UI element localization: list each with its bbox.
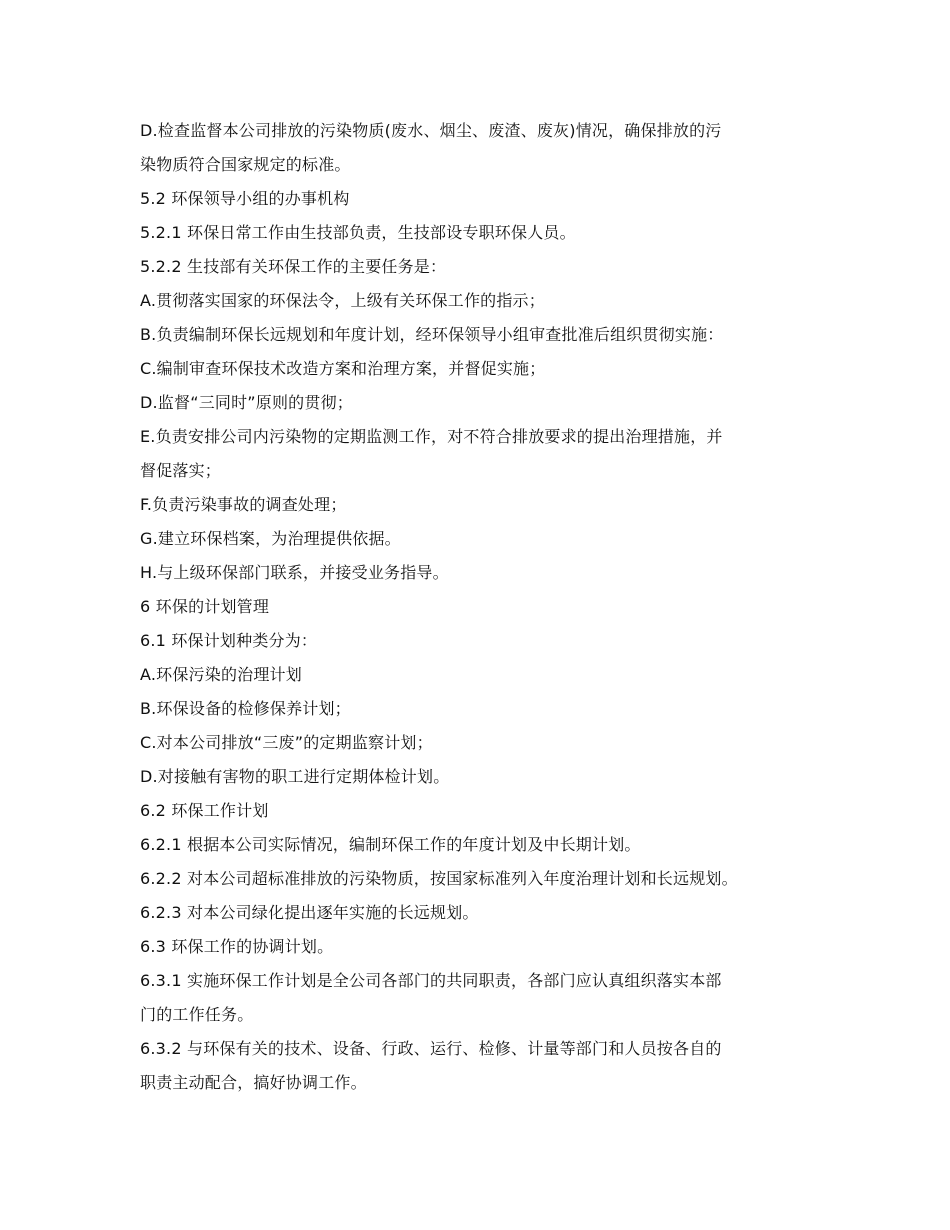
list-item: C.对本公司排放“三废”的定期监察计划； xyxy=(140,733,433,752)
text-line: 6.3.2 与环保有关的技术、设备、行政、运行、检修、计量等部门和人员按各自的 xyxy=(140,1039,722,1058)
section-heading: 6.2 环保工作计划 xyxy=(140,801,269,820)
text-line: 6.3.1 实施环保工作计划是全公司各部门的共同职责，各部门应认真组织落实本部 xyxy=(140,971,722,990)
list-item: C.编制审查环保技术改造方案和治理方案，并督促实施； xyxy=(140,359,546,378)
list-item: A.贯彻落实国家的环保法令，上级有关环保工作的指示； xyxy=(140,291,545,310)
list-item: F.负责污染事故的调查处理； xyxy=(140,495,347,514)
text-line: 督促落实； xyxy=(140,461,222,480)
text-line: 6.2.3 对本公司绿化提出逐年实施的长远规划。 xyxy=(140,903,479,922)
list-item: B.负责编制环保长远规划和年度计划，经环保领导小组审查批准后组织贯彻实施： xyxy=(140,325,724,344)
section-heading: 6.3 环保工作的协调计划。 xyxy=(140,937,334,956)
section-heading: 6.1 环保计划种类分为： xyxy=(140,631,318,650)
text-line: 6.2.2 对本公司超标准排放的污染物质，按国家标准列入年度治理计划和长远规划。 xyxy=(140,869,738,888)
text-line: 6.2.1 根据本公司实际情况，编制环保工作的年度计划及中长期计划。 xyxy=(140,835,641,854)
text-line: 职责主动配合，搞好协调工作。 xyxy=(140,1073,367,1092)
list-item: G.建立环保档案，为治理提供依据。 xyxy=(140,529,401,548)
text-line: 5.2.1 环保日常工作由生技部负责，生技部设专职环保人员。 xyxy=(140,223,576,242)
document-body xyxy=(140,114,820,1100)
section-heading: 6 环保的计划管理 xyxy=(140,597,270,616)
list-item: H.与上级环保部门联系，并接受业务指导。 xyxy=(140,563,449,582)
text-line: 染物质符合国家规定的标准。 xyxy=(140,155,351,174)
list-item: D.对接触有害物的职工进行定期体检计划。 xyxy=(140,767,450,786)
list-item: E.负责安排公司内污染物的定期监测工作，对不符合排放要求的提出治理措施，并 xyxy=(140,427,723,446)
text-line: D.检查监督本公司排放的污染物质(废水、烟尘、废渣、废灰)情况，确保排放的污 xyxy=(140,121,722,140)
list-item: D.监督“三同时”原则的贯彻； xyxy=(140,393,353,412)
text-line: 门的工作任务。 xyxy=(140,1005,254,1024)
text-line: 5.2.2 生技部有关环保工作的主要任务是： xyxy=(140,257,447,276)
list-item: A.环保污染的治理计划 xyxy=(140,665,302,684)
list-item: B.环保设备的检修保养计划； xyxy=(140,699,351,718)
section-heading: 5.2 环保领导小组的办事机构 xyxy=(140,189,350,208)
